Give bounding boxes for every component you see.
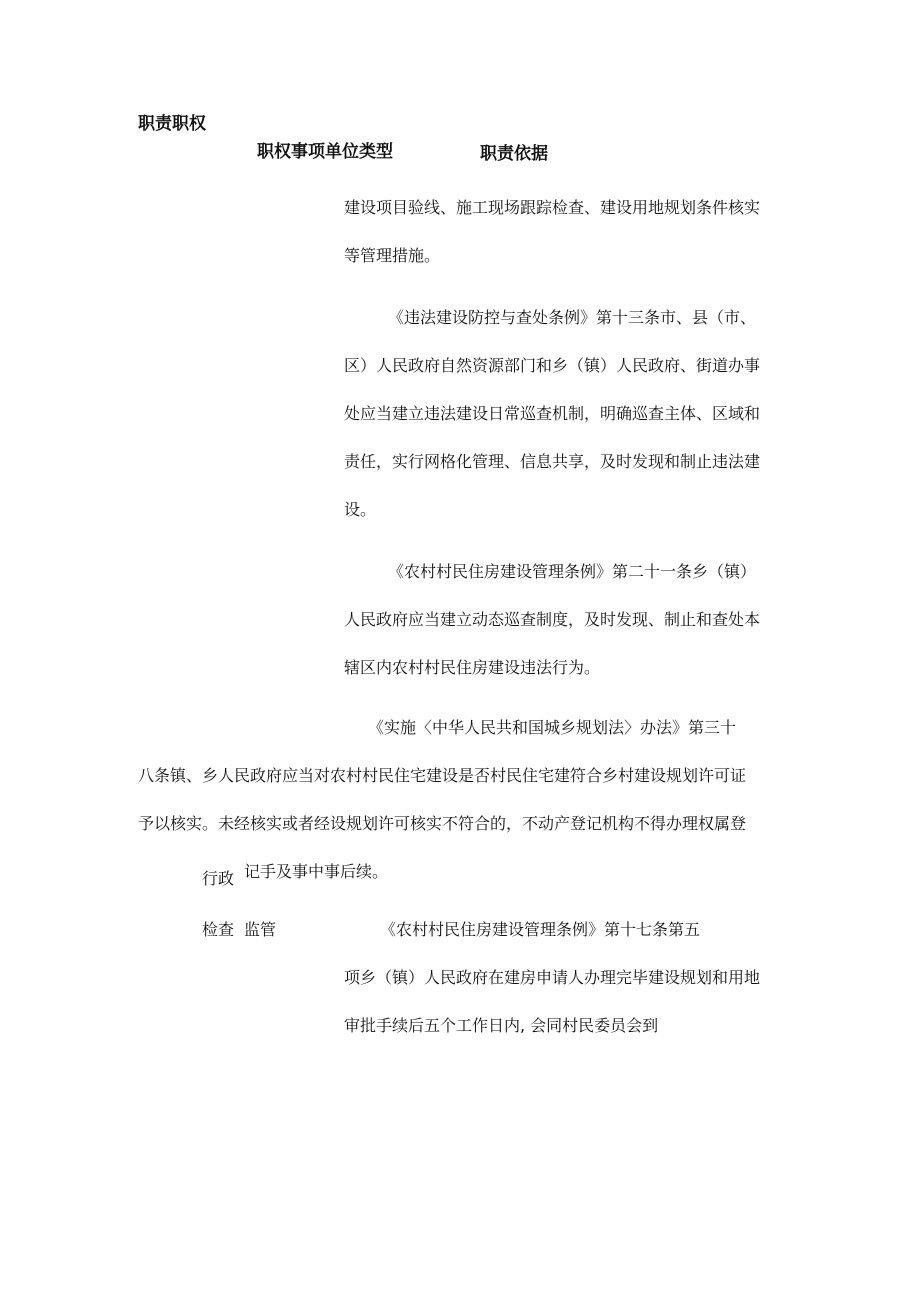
paragraph-2-line-2: 区）人民政府自然资源部门和乡（镇）人民政府、街道办事 bbox=[344, 356, 761, 375]
paragraph-2-line-5: 设。 bbox=[344, 500, 377, 519]
label-inspect: 检查 bbox=[202, 920, 235, 939]
paragraph-2-line-3: 处应当建立违法建设日常巡查机制，明确巡查主体、区域和 bbox=[344, 404, 761, 423]
section-title: 职责职权 bbox=[138, 114, 206, 134]
paragraph-4-line-4: 记手及事中事后续。 bbox=[244, 862, 389, 881]
paragraph-4-line-2: 八条镇、乡人民政府应当对农村村民住宅建设是否村民住宅建符合乡村建设规划许可证 bbox=[138, 766, 747, 785]
paragraph-2-line-4: 责任，实行网格化管理、信息共享，及时发现和制止违法建 bbox=[344, 452, 761, 471]
paragraph-5-line-2: 项乡（镇）人民政府在建房申请人办理完毕建设规划和用地 bbox=[344, 968, 761, 987]
paragraph-3-line-2: 人民政府应当建立动态巡查制度，及时发现、制止和查处本 bbox=[344, 610, 761, 629]
paragraph-4-line-1: 《实施〈中华人民共和国城乡规划法〉办法》第三十 bbox=[368, 718, 737, 737]
paragraph-5-line-3: 审批手续后五个工作日内, 会同村民委员会到 bbox=[344, 1016, 659, 1035]
label-supervise: 监管 bbox=[244, 920, 277, 939]
paragraph-5-line-1: 《农村村民住房建设管理条例》第十七条第五 bbox=[380, 920, 701, 939]
paragraph-1-line-2: 等管理措施。 bbox=[344, 246, 441, 265]
paragraph-3-line-3: 辖区内农村村民住房建设违法行为。 bbox=[344, 658, 601, 677]
paragraph-4-line-3: 予以核实。未经核实或者经设规划许可核实不符合的，不动产登记机构不得办理权属登 bbox=[138, 814, 747, 833]
paragraph-2-line-1: 《违法建设防控与查处条例》第十三条市、县（市、 bbox=[388, 308, 757, 327]
paragraph-3-line-1: 《农村村民住房建设管理条例》第二十一条乡（镇） bbox=[388, 562, 757, 581]
column-header-matter-type: 职权事项单位类型 bbox=[257, 142, 393, 162]
label-admin: 行政 bbox=[202, 869, 235, 888]
column-header-basis: 职责依据 bbox=[480, 144, 548, 164]
paragraph-1-line-1: 建设项目验线、施工现场跟踪检查、建设用地规划条件核实 bbox=[344, 198, 761, 217]
